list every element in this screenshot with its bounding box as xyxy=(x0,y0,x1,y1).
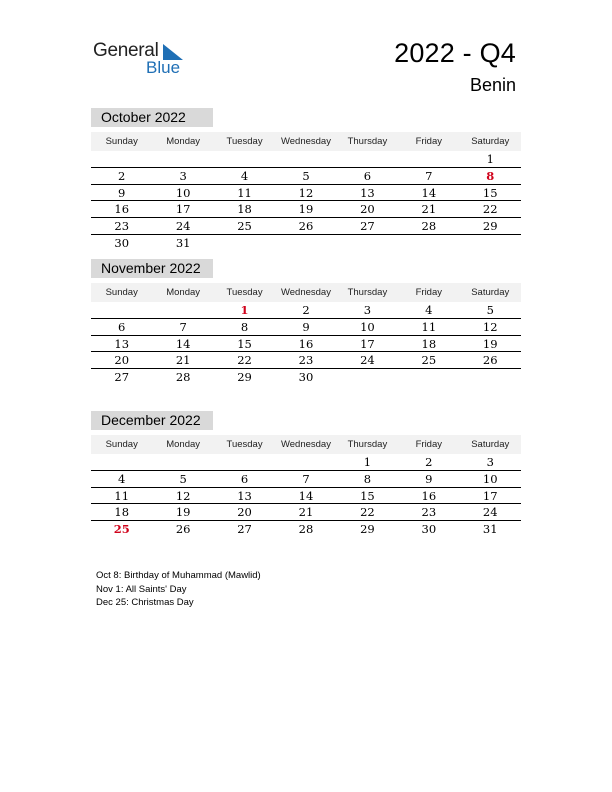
day-cell: 1 xyxy=(486,152,494,166)
day-cell: 12 xyxy=(482,319,498,334)
week-row xyxy=(91,319,521,336)
week-row xyxy=(91,218,521,235)
month-weeks xyxy=(91,302,521,385)
day-cell: 30 xyxy=(421,522,437,537)
weekday-label: Thursday xyxy=(347,439,388,450)
day-cell: 11 xyxy=(114,488,130,503)
day-cell: 24 xyxy=(360,353,375,368)
day-cell: 7 xyxy=(302,471,310,486)
weekday-label: Tuesday xyxy=(226,439,263,450)
day-cell: 2 xyxy=(118,168,126,183)
day-cell xyxy=(398,235,459,251)
day-cell: 18 xyxy=(237,202,252,217)
week-row xyxy=(91,235,521,251)
day-cell: 14 xyxy=(175,336,191,351)
day-cell: 27 xyxy=(360,219,375,234)
day-cell: 4 xyxy=(240,168,249,183)
day-cell: 6 xyxy=(363,168,372,183)
weekday-label: Sunday xyxy=(105,439,138,450)
day-cell xyxy=(398,369,459,385)
holiday-notes xyxy=(96,569,261,610)
day-cell: 28 xyxy=(421,219,437,234)
page-title: 2022 - Q4 xyxy=(394,38,516,68)
month-title: October 2022 xyxy=(91,108,213,127)
day-cell: 29 xyxy=(237,370,252,385)
day-cell: 10 xyxy=(482,471,498,486)
day-cell: 10 xyxy=(360,319,375,334)
day-cell xyxy=(337,369,398,385)
weekday-label: Saturday xyxy=(471,439,510,450)
day-cell: 7 xyxy=(425,168,433,183)
week-row xyxy=(91,352,521,369)
day-cell xyxy=(91,151,152,167)
country-name: Benin xyxy=(469,75,516,95)
day-cell: 29 xyxy=(360,522,375,537)
week-row xyxy=(91,369,521,385)
day-cell: 4 xyxy=(425,303,433,317)
day-cell: 3 xyxy=(486,455,494,469)
day-cell xyxy=(460,235,521,251)
day-cell: 5 xyxy=(179,471,187,486)
day-cell xyxy=(275,235,336,251)
week-row xyxy=(91,521,521,537)
day-cell: 12 xyxy=(175,488,191,503)
weekday-label: Thursday xyxy=(347,136,388,147)
day-cell: 13 xyxy=(360,185,375,200)
day-cell: 30 xyxy=(298,370,314,385)
month-block-december xyxy=(91,411,521,537)
day-cell: 17 xyxy=(175,202,191,217)
week-row xyxy=(91,302,521,319)
weekday-label: Saturday xyxy=(471,287,510,298)
week-row xyxy=(91,185,521,202)
day-cell: 20 xyxy=(114,353,130,368)
day-cell: 2 xyxy=(425,455,433,469)
generalblue-logo xyxy=(93,40,193,80)
month-weeks xyxy=(91,454,521,537)
day-cell: 28 xyxy=(298,522,314,537)
weekday-label: Wednesday xyxy=(280,287,331,298)
day-cell: 21 xyxy=(421,202,437,217)
weekday-label: Friday xyxy=(415,136,443,147)
day-cell: 3 xyxy=(363,303,372,317)
weekday-header-row xyxy=(91,435,521,454)
month-block-october xyxy=(91,108,521,251)
day-cell: 4 xyxy=(118,471,126,486)
day-cell xyxy=(91,302,152,318)
day-cell: 26 xyxy=(175,522,191,537)
day-cell: 11 xyxy=(421,319,437,334)
holiday-note: Dec 25: Christmas Day xyxy=(96,597,194,608)
day-cell: 16 xyxy=(114,202,130,217)
day-cell: 19 xyxy=(482,336,498,351)
day-cell: 20 xyxy=(237,505,252,520)
weekday-label: Thursday xyxy=(347,287,388,298)
day-cell: 17 xyxy=(360,336,375,351)
day-cell: 31 xyxy=(482,522,498,537)
day-cell xyxy=(460,369,521,385)
month-block-november xyxy=(91,259,521,385)
day-cell: 10 xyxy=(175,185,191,200)
day-cell: 26 xyxy=(482,353,498,368)
day-cell: 31 xyxy=(175,235,191,250)
day-cell xyxy=(152,302,213,318)
day-cell: 23 xyxy=(114,219,130,234)
day-cell: 8 xyxy=(363,471,372,486)
day-cell: 5 xyxy=(302,168,310,183)
weekday-label: Tuesday xyxy=(226,136,263,147)
day-cell xyxy=(398,151,459,167)
weekday-label: Friday xyxy=(415,287,443,298)
day-cell: 16 xyxy=(298,336,314,351)
week-row xyxy=(91,454,521,471)
day-cell: 9 xyxy=(302,319,310,334)
day-cell: 15 xyxy=(482,185,498,200)
day-cell: 16 xyxy=(421,488,437,503)
day-cell: 3 xyxy=(179,168,187,183)
day-cell: 19 xyxy=(175,505,191,520)
day-cell: 6 xyxy=(240,471,249,486)
day-cell xyxy=(152,454,213,470)
day-cell: 1 xyxy=(363,455,372,469)
day-cell: 18 xyxy=(114,505,130,520)
day-cell: 15 xyxy=(237,336,252,351)
logo-general-text: General xyxy=(93,40,159,61)
weekday-label: Saturday xyxy=(471,136,510,147)
day-cell: 21 xyxy=(175,353,191,368)
day-cell: 24 xyxy=(175,219,191,234)
holiday-note: Nov 1: All Saints' Day xyxy=(96,583,187,595)
day-cell: 9 xyxy=(118,185,126,200)
day-cell: 26 xyxy=(298,219,314,234)
day-cell: 12 xyxy=(298,185,314,200)
day-cell: 13 xyxy=(237,488,252,503)
month-title: December 2022 xyxy=(91,411,213,430)
day-cell: 8 xyxy=(240,319,249,334)
day-cell: 29 xyxy=(482,219,498,234)
weekday-label: Monday xyxy=(166,136,201,147)
holiday-note: Oct 8: Birthday of Muhammad (Mawlid) xyxy=(96,570,261,581)
logo-blue-text: Blue xyxy=(146,58,181,77)
month-title: November 2022 xyxy=(91,259,213,278)
day-cell: 20 xyxy=(360,202,375,217)
week-row xyxy=(91,151,521,168)
month-weeks xyxy=(91,151,521,251)
week-row xyxy=(91,488,521,505)
weekday-label: Friday xyxy=(415,439,443,450)
weekday-label: Monday xyxy=(166,287,201,298)
day-cell: 21 xyxy=(298,505,314,520)
day-cell: 22 xyxy=(360,505,375,520)
week-row xyxy=(91,504,521,521)
holiday-day-cell: 25 xyxy=(113,522,130,537)
day-cell: 9 xyxy=(425,471,433,486)
day-cell: 2 xyxy=(302,303,310,317)
day-cell: 13 xyxy=(114,336,130,351)
day-cell: 11 xyxy=(237,185,252,200)
day-cell: 6 xyxy=(118,319,126,334)
day-cell xyxy=(152,151,213,167)
holiday-day-cell: 8 xyxy=(486,168,495,183)
day-cell: 23 xyxy=(421,505,437,520)
day-cell: 27 xyxy=(237,522,252,537)
weekday-label: Tuesday xyxy=(226,287,263,298)
day-cell xyxy=(214,151,275,167)
week-row xyxy=(91,201,521,218)
day-cell: 25 xyxy=(421,353,437,368)
day-cell: 27 xyxy=(114,370,130,385)
day-cell: 30 xyxy=(114,235,130,250)
weekday-header-row xyxy=(91,283,521,302)
weekday-label: Sunday xyxy=(105,136,138,147)
day-cell xyxy=(275,151,336,167)
day-cell: 22 xyxy=(237,353,252,368)
day-cell: 25 xyxy=(237,219,252,234)
day-cell: 17 xyxy=(482,488,498,503)
holiday-day-cell: 1 xyxy=(240,303,249,317)
day-cell: 23 xyxy=(298,353,314,368)
day-cell: 14 xyxy=(421,185,437,200)
day-cell: 28 xyxy=(175,370,191,385)
weekday-label: Wednesday xyxy=(280,439,331,450)
day-cell xyxy=(337,235,398,251)
day-cell xyxy=(214,235,275,251)
week-row xyxy=(91,168,521,185)
day-cell xyxy=(91,454,152,470)
day-cell xyxy=(337,151,398,167)
day-cell: 5 xyxy=(486,303,494,317)
week-row xyxy=(91,336,521,353)
day-cell: 15 xyxy=(360,488,375,503)
day-cell xyxy=(214,454,275,470)
day-cell: 7 xyxy=(179,319,187,334)
weekday-label: Monday xyxy=(166,439,201,450)
day-cell: 22 xyxy=(482,202,498,217)
weekday-label: Sunday xyxy=(105,287,138,298)
day-cell: 18 xyxy=(421,336,437,351)
day-cell: 19 xyxy=(298,202,314,217)
day-cell: 24 xyxy=(482,505,498,520)
week-row xyxy=(91,471,521,488)
weekday-header-row xyxy=(91,132,521,151)
day-cell: 14 xyxy=(298,488,314,503)
weekday-label: Wednesday xyxy=(280,136,331,147)
day-cell xyxy=(275,454,336,470)
